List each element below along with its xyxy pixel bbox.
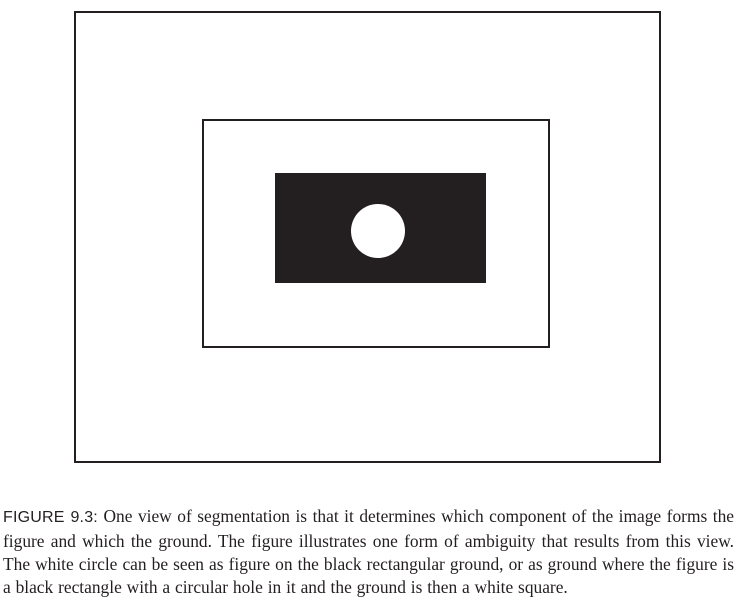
- figure-caption-text: One view of segmentation is that it determines which component of the image forms the figure and which the ground. The figure illustrates one form of ambiguity that results from this view. The white circle can be seen as figure on the black rectangular ground, or as ground where the figure is a black rectangle with a circular hole in it and the ground is then a white square.: [3, 506, 734, 597]
- figure-caption: [3, 505, 734, 598]
- figure-label: [3, 509, 98, 526]
- figure-label-text: FIGURE 9.3: [3, 509, 94, 527]
- white-circle: [351, 204, 405, 258]
- figure-label-separator: :: [93, 509, 98, 527]
